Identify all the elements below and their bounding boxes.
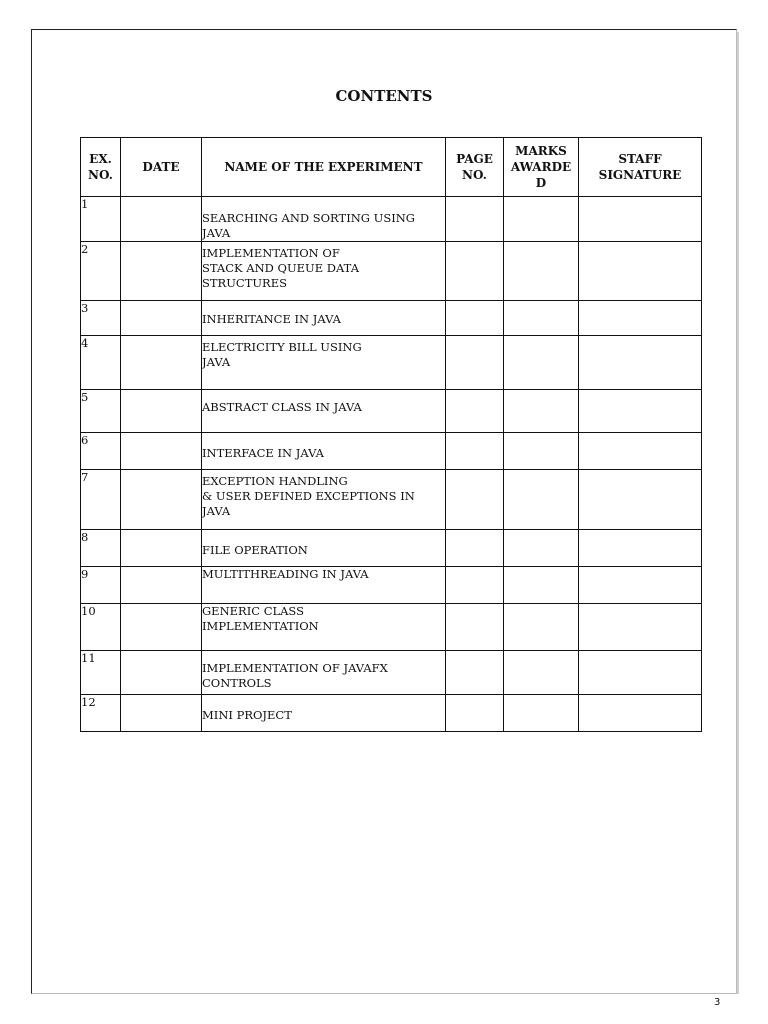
header-ex-no: EX. NO. bbox=[81, 138, 121, 197]
date-cell bbox=[121, 301, 202, 336]
date-cell bbox=[121, 390, 202, 433]
contents-table-body bbox=[81, 197, 702, 732]
experiment-name: EXCEPTION HANDLING & USER DEFINED EXCEPTIONS IN JAVA bbox=[202, 474, 415, 518]
table-row bbox=[81, 530, 702, 567]
signature-cell bbox=[579, 604, 702, 651]
signature-cell bbox=[579, 390, 702, 433]
ex-no-cell: 3 bbox=[81, 301, 121, 336]
header-experiment-name: NAME OF THE EXPERIMENT bbox=[202, 138, 446, 197]
header-row bbox=[81, 138, 702, 197]
page-no-cell bbox=[446, 301, 504, 336]
ex-no-cell: 6 bbox=[81, 433, 121, 470]
date-cell bbox=[121, 470, 202, 530]
page-no-cell bbox=[446, 197, 504, 242]
ex-no-cell: 10 bbox=[81, 604, 121, 651]
ex-no-cell: 5 bbox=[81, 390, 121, 433]
experiment-name: MULTITHREADING IN JAVA bbox=[202, 567, 369, 581]
date-cell bbox=[121, 651, 202, 695]
experiment-name: ELECTRICITY BILL USING JAVA bbox=[202, 340, 362, 369]
table-row bbox=[81, 651, 702, 695]
experiment-name: ABSTRACT CLASS IN JAVA bbox=[202, 400, 362, 414]
page-number: 3 bbox=[714, 997, 721, 1008]
signature-cell bbox=[579, 567, 702, 604]
signature-cell bbox=[579, 433, 702, 470]
page-no-cell bbox=[446, 470, 504, 530]
experiment-name-cell bbox=[202, 390, 446, 433]
experiment-name: SEARCHING AND SORTING USING JAVA bbox=[202, 211, 415, 240]
page-no-cell bbox=[446, 567, 504, 604]
table-row bbox=[81, 301, 702, 336]
ex-no-cell: 12 bbox=[81, 695, 121, 732]
table-row bbox=[81, 242, 702, 301]
marks-cell bbox=[504, 197, 579, 242]
marks-cell bbox=[504, 567, 579, 604]
date-cell bbox=[121, 567, 202, 604]
experiment-name: INTERFACE IN JAVA bbox=[202, 446, 324, 460]
signature-cell bbox=[579, 470, 702, 530]
table-row bbox=[81, 470, 702, 530]
experiment-name: IMPLEMENTATION OF STACK AND QUEUE DATA STRUCTURES bbox=[202, 246, 360, 290]
date-cell bbox=[121, 530, 202, 567]
marks-cell bbox=[504, 242, 579, 301]
experiment-name-cell bbox=[202, 301, 446, 336]
experiment-name-cell bbox=[202, 604, 446, 651]
experiment-name-cell bbox=[202, 242, 446, 301]
page-edge-shadow bbox=[737, 32, 739, 994]
signature-cell bbox=[579, 695, 702, 732]
marks-cell bbox=[504, 604, 579, 651]
ex-no-cell: 1 bbox=[81, 197, 121, 242]
signature-cell bbox=[579, 530, 702, 567]
marks-cell bbox=[504, 390, 579, 433]
ex-no-cell: 9 bbox=[81, 567, 121, 604]
ex-no-cell: 8 bbox=[81, 530, 121, 567]
marks-cell bbox=[504, 530, 579, 567]
experiment-name: MINI PROJECT bbox=[202, 708, 292, 722]
table-row bbox=[81, 433, 702, 470]
date-cell bbox=[121, 695, 202, 732]
ex-no-cell: 7 bbox=[81, 470, 121, 530]
page-no-cell bbox=[446, 530, 504, 567]
experiment-name: FILE OPERATION bbox=[202, 543, 308, 557]
date-cell bbox=[121, 242, 202, 301]
page-no-cell bbox=[446, 390, 504, 433]
experiment-name-cell bbox=[202, 197, 446, 242]
contents-table bbox=[80, 137, 702, 732]
marks-cell bbox=[504, 433, 579, 470]
page-no-cell bbox=[446, 604, 504, 651]
experiment-name-cell bbox=[202, 433, 446, 470]
marks-cell bbox=[504, 301, 579, 336]
signature-cell bbox=[579, 197, 702, 242]
date-cell bbox=[121, 197, 202, 242]
signature-cell bbox=[579, 301, 702, 336]
marks-cell bbox=[504, 695, 579, 732]
marks-cell bbox=[504, 651, 579, 695]
ex-no-cell: 11 bbox=[81, 651, 121, 695]
header-staff-signature: STAFF SIGNATURE bbox=[579, 138, 702, 197]
ex-no-cell: 2 bbox=[81, 242, 121, 301]
date-cell bbox=[121, 433, 202, 470]
marks-cell bbox=[504, 470, 579, 530]
experiment-name-cell bbox=[202, 470, 446, 530]
marks-cell bbox=[504, 336, 579, 390]
experiment-name-cell bbox=[202, 567, 446, 604]
table-row bbox=[81, 336, 702, 390]
page-no-cell bbox=[446, 336, 504, 390]
table-row bbox=[81, 604, 702, 651]
date-cell bbox=[121, 336, 202, 390]
experiment-name-cell bbox=[202, 530, 446, 567]
experiment-name-cell bbox=[202, 336, 446, 390]
page-no-cell bbox=[446, 651, 504, 695]
experiment-name: IMPLEMENTATION OF JAVAFX CONTROLS bbox=[202, 661, 388, 690]
page-title: CONTENTS bbox=[335, 87, 433, 105]
page-no-cell bbox=[446, 242, 504, 301]
table-row bbox=[81, 695, 702, 732]
experiment-name-cell bbox=[202, 651, 446, 695]
experiment-name: INHERITANCE IN JAVA bbox=[202, 312, 341, 326]
page-no-cell bbox=[446, 433, 504, 470]
ex-no-cell: 4 bbox=[81, 336, 121, 390]
signature-cell bbox=[579, 651, 702, 695]
table-row bbox=[81, 567, 702, 604]
experiment-name: GENERIC CLASS IMPLEMENTATION bbox=[202, 604, 319, 633]
table-row bbox=[81, 390, 702, 433]
date-cell bbox=[121, 604, 202, 651]
signature-cell bbox=[579, 336, 702, 390]
header-marks-awarded: MARKS AWARDE D bbox=[504, 138, 579, 197]
header-date: DATE bbox=[121, 138, 202, 197]
signature-cell bbox=[579, 242, 702, 301]
table-row bbox=[81, 197, 702, 242]
experiment-name-cell bbox=[202, 695, 446, 732]
page-no-cell bbox=[446, 695, 504, 732]
header-page-no: PAGE NO. bbox=[446, 138, 504, 197]
